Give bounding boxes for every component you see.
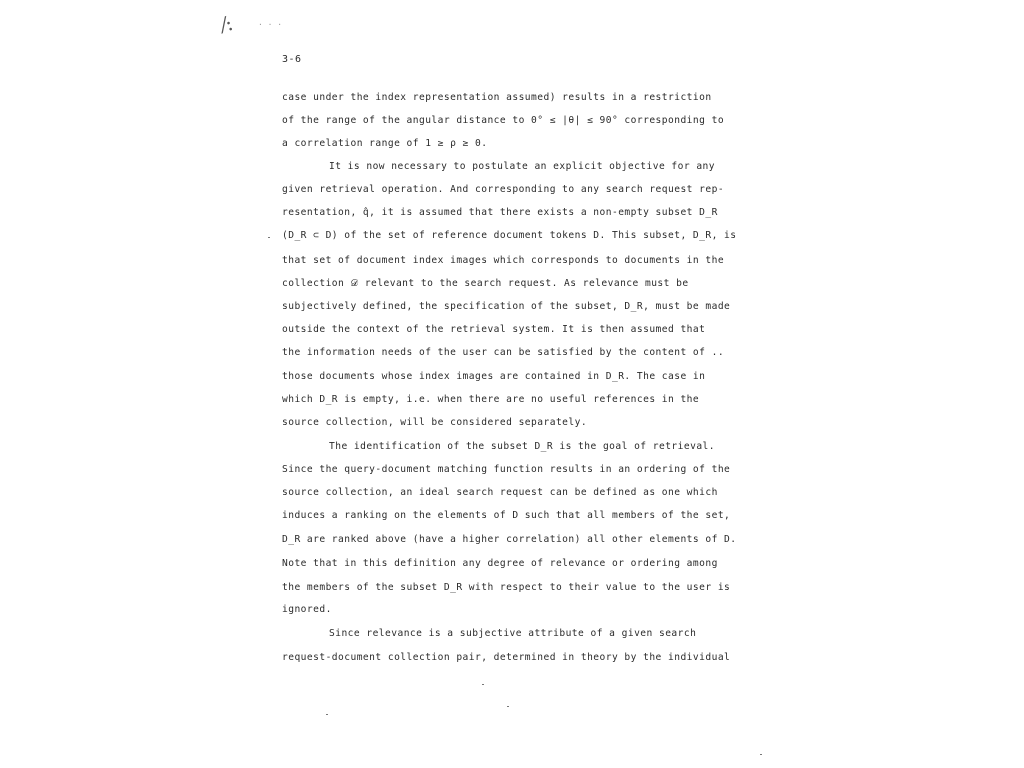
scan-speck (482, 684, 484, 685)
text-line: induces a ranking on the elements of D such that all members of the set, (282, 510, 731, 521)
page-number: 3-6 (282, 54, 302, 65)
text-line: Since the query-document matching function results in an ordering of the (282, 464, 731, 475)
text-line: collection 𝒟 relevant to the search request. As relevance must be (282, 278, 689, 289)
text-line: source collection, will be considered separately. (282, 417, 588, 428)
text-line: Note that in this definition any degree of relevance or ordering among (282, 558, 718, 569)
paragraph-start-line: Since relevance is a subjective attribute of a given search (329, 628, 697, 639)
scan-speck (507, 706, 509, 707)
scan-speck (268, 237, 270, 238)
text-line: the information needs of the user can be satisfied by the content of .. (282, 347, 725, 358)
text-line: given retrieval operation. And corresponding to any search request rep- (282, 184, 725, 195)
handwritten-corner-mark: ⁄: (218, 11, 236, 37)
text-line: D_R are ranked above (have a higher correlation) all other elements of D. (282, 534, 737, 545)
text-line: those documents whose index images are contained in D_R. The case in (282, 371, 706, 382)
text-line: a correlation range of 1 ≥ ρ ≥ 0. (282, 138, 488, 149)
text-line: resentation, q̂, it is assumed that there exists a non-empty subset D_R (282, 207, 718, 218)
scan-speck (326, 714, 328, 715)
text-line: that set of document index images which corresponds to documents in the (282, 255, 725, 266)
text-line: the members of the subset D_R with respect to their value to the user is (282, 582, 731, 593)
text-line: source collection, an ideal search request can be defined as one which (282, 487, 718, 498)
text-line: request-document collection pair, determined in theory by the individual (282, 652, 731, 663)
corner-dots: · · · (258, 20, 283, 29)
scan-speck (760, 754, 762, 755)
paragraph-start-line: It is now necessary to postulate an explicit objective for any (329, 161, 716, 172)
text-line: (D_R ⊂ D) of the set of reference document tokens D. This subset, D_R, is (282, 230, 737, 241)
text-line: subjectively defined, the specification of the subset, D_R, must be made (282, 301, 731, 312)
text-line: which D_R is empty, i.e. when there are no useful references in the (282, 394, 700, 405)
text-line: of the range of the angular distance to 0° ≤ |θ| ≤ 90° corresponding to (282, 115, 725, 126)
paragraph-start-line: The identification of the subset D_R is the goal of retrieval. (329, 441, 716, 452)
text-line: case under the index representation assumed) results in a restriction (282, 92, 712, 103)
text-line: ignored. (282, 604, 332, 615)
text-line: outside the context of the retrieval system. It is then assumed that (282, 324, 706, 335)
